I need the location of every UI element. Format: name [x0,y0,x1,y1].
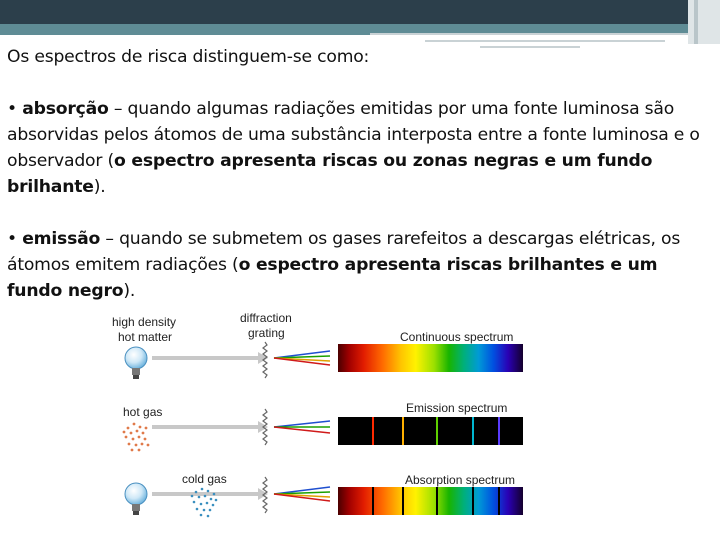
continuous-spectrum-label: Continuous spectrum [400,330,514,344]
emission-body: quando se submetem os gases rarefeitos a descargas elétricas, os átomos emitem radiações ( [7,229,681,275]
emission-line [472,417,474,445]
cold-gas-label: cold gas [182,472,227,486]
absorption-line [498,487,500,515]
absorption-spectrum-label: Absorption spectrum [405,473,516,487]
absorption-line [372,487,374,515]
dispersed-rays-icon [274,421,330,433]
slide-text [7,44,707,304]
absorption-line [436,487,438,515]
dash: – [100,229,120,249]
absorption-term: absorção [22,99,109,119]
absorption-line [402,487,404,515]
absorption-paragraph [7,96,707,200]
emission-line [436,417,438,445]
continuous-spectrum-bar [338,344,523,372]
header-line [425,40,665,42]
bullet: • [7,99,23,119]
dispersed-rays-icon [274,487,330,501]
header-corner-stripe [694,0,698,44]
hot-gas-cloud-icon [123,423,150,452]
high-density-label: high density [112,315,177,329]
header-corner-block [688,0,720,44]
arrow-icon [152,421,268,433]
emission-bold: o espectro apresenta riscas brilhantes e um fundo negro [7,255,658,301]
intro-text: Os espectros de risca distinguem-se como: [7,47,370,67]
absorption-body: quando algumas radiações emitidas por uma fonte luminosa são absorvidas pelos átomos de uma substância interposta entre a fonte luminosa e o observador ( [7,99,700,171]
header-line [370,33,688,35]
bulb-icon [125,347,147,379]
diffraction-grating-icon [263,342,267,378]
arrow-icon [152,352,268,364]
emission-line [372,417,374,445]
absorption-line [472,487,474,515]
grating-label: grating [248,326,285,340]
emission-paragraph [7,226,707,304]
absorption-spectrum-bar [338,487,523,515]
hot-matter-label: hot matter [118,330,173,344]
emission-end: ). [123,281,136,301]
emission-term: emissão [22,229,101,249]
dash: – [108,99,128,119]
absorption-bold: o espectro apresenta riscas ou zonas negras e um fundo brilhante [7,151,653,197]
emission-line [402,417,404,445]
bullet: • [7,229,23,249]
dispersed-rays-icon [274,351,330,365]
bulb-icon [125,483,147,515]
emission-line [498,417,500,445]
header-band [0,0,720,24]
absorption-end: ). [93,177,106,197]
emission-spectrum-bar [338,417,523,445]
emission-spectrum-label: Emission spectrum [406,401,508,415]
spectra-figure [108,306,528,536]
hot-gas-label: hot gas [123,405,163,419]
diffraction-label: diffraction [240,311,292,325]
